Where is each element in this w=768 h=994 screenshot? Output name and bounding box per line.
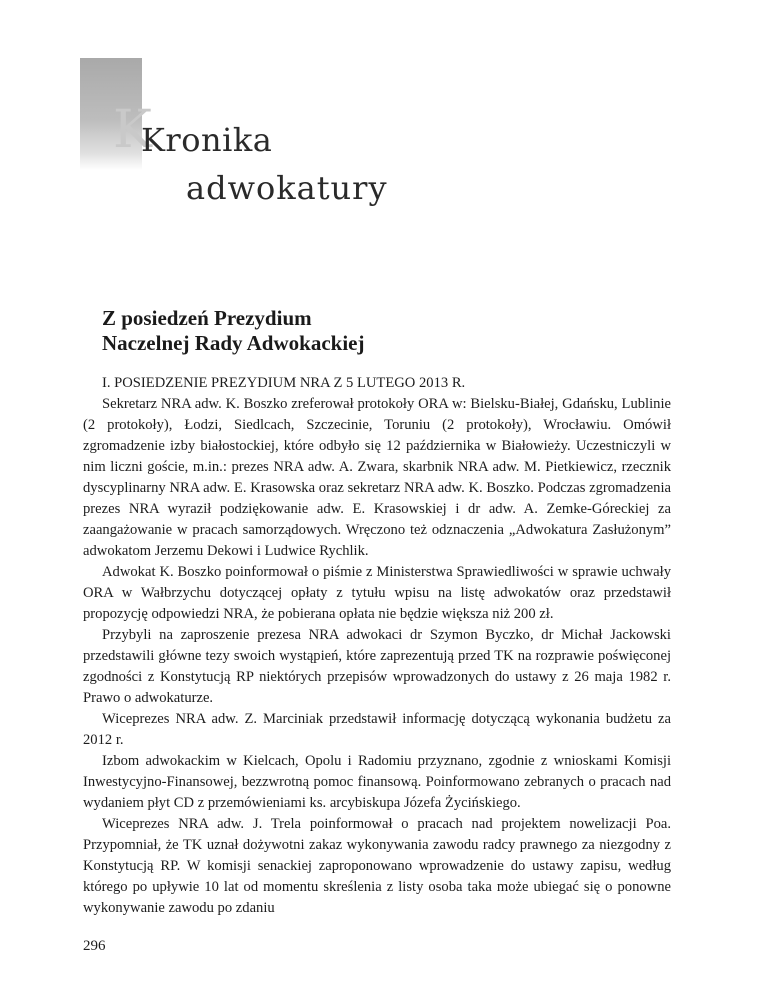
body-paragraph: Przybyli na zaproszenie prezesa NRA adwokaci dr Szymon Byczko, dr Michał Jackowski przedstawili główne tezy swoich wystąpień, które zaprezentują przed TK na rozprawie poświęconej zgodności z Konstytucją RP niektórych przepisów wprowadzonych do ustawy z 26 maja 1982 r. Prawo o adwokaturze.	[83, 627, 671, 706]
body-paragraph: Sekretarz NRA adw. K. Boszko zreferował protokoły ORA w: Bielsku-Białej, Gdańsku, Lublinie (2 protokoły), Łodzi, Siedlcach, Szczecinie, Toruniu (2 protokoły), Wrocławiu. Omówił zgromadzenie izby białostockiej, które odbyło się 12 października w Białowieży. Uczestniczyli w nim liczni goście, m.in.: prezes NRA adw. A. Zwara, skarbnik NRA adw. M. Pietkiewicz, rzecznik dyscyplinarny NRA adw. E. Krasowska oraz sekretarz NRA adw. K. Boszko. Podczas zgromadzenia prezes NRA wyraził podziękowanie adw. E. Krasowskiej i dr adw. A. Zemke-Góreckiej za zaangażowanie w pracach samorządowych. Wręczono też odznaczenia „Adwokatura Zasłużonym” adwokatom Jerzemu Dekowi i Ludwice Rychlik.	[83, 396, 671, 559]
body-paragraph: Wiceprezes NRA adw. Z. Marciniak przedstawił informację dotyczącą wykonania budżetu za 2012 r.	[83, 711, 671, 748]
body-paragraph: Izbom adwokackim w Kielcach, Opolu i Radomiu przyznano, zgodnie z wnioskami Komisji Inwestycyjno-Finansowej, bezzwrotną pomoc finansową. Poinformowano zebranych o pracach nad wydaniem płyt CD z przemówieniami ks. arcybiskupa Józefa Życińskiego.	[83, 753, 671, 811]
title-line-1: Kronika	[141, 121, 273, 159]
section-heading	[102, 306, 364, 356]
title-line-2: adwokatury	[186, 169, 388, 207]
drop-letter: K	[113, 100, 152, 160]
article-body	[83, 373, 671, 919]
section-heading-line-2: Naczelnej Rady Adwokackiej	[102, 331, 365, 355]
body-paragraph: Adwokat K. Boszko poinformował o piśmie z Ministerstwa Sprawiedliwości w sprawie uchwały ORA w Wałbrzychu dotyczącej opłaty z tytułu wpisu na listę adwokatów oraz przedstawił propozycję odpowiedzi NRA, że pobierana opłata nie będzie większa niż 200 zł.	[83, 564, 671, 622]
meeting-heading: I. POSIEDZENIE PREZYDIUM NRA Z 5 LUTEGO 2013 R.	[102, 375, 466, 391]
section-heading-line-1: Z posiedzeń Prezydium	[102, 306, 312, 330]
body-paragraph: Wiceprezes NRA adw. J. Trela poinformował o pracach nad projektem nowelizacji Poa. Przypomniał, że TK uznał dożywotni zakaz wykonywania zawodu radcy prawnego za niezgodny z Konstytucją RP. W komisji senackiej zaproponowano wprowadzenie do ustawy zapisu, według którego po upływie 10 lat od momentu skreślenia z listy osoba taka może ubiegać się o ponowne wykonywanie zawodu po zdaniu	[83, 816, 671, 916]
page-number: 296	[83, 938, 106, 954]
